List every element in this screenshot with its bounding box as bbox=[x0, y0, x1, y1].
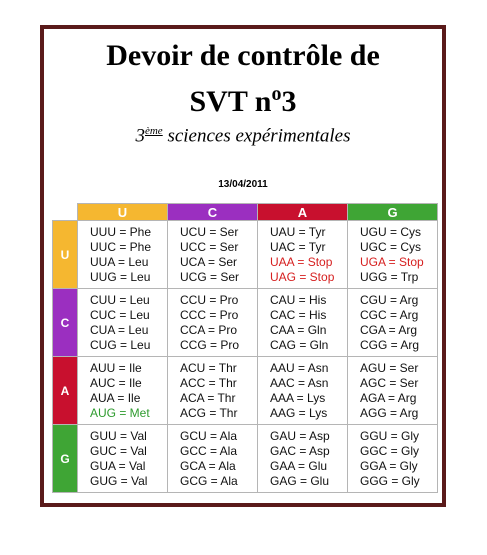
title-line-1: Devoir de contrôle de bbox=[106, 39, 380, 72]
column-header-a: A bbox=[258, 204, 348, 221]
codon-entry: AGC = Ser bbox=[360, 375, 419, 390]
codon-entry: CCA = Pro bbox=[180, 322, 238, 337]
codon-entry: GCC = Ala bbox=[180, 443, 238, 458]
codon-entry: CGU = Arg bbox=[360, 292, 419, 307]
codon-entry: ACU = Thr bbox=[180, 360, 237, 375]
codon-entry: GCG = Ala bbox=[180, 473, 238, 488]
table-row bbox=[53, 289, 438, 357]
title-line-2-text: SVT n bbox=[189, 85, 272, 118]
codon-entry: CGG = Arg bbox=[360, 337, 420, 352]
codon-entry: GAG = Glu bbox=[270, 473, 330, 488]
codon-entry: AAG = Lys bbox=[270, 405, 328, 420]
column-header-row bbox=[53, 204, 438, 221]
table-row bbox=[53, 425, 438, 493]
column-header-c: C bbox=[168, 204, 258, 221]
codon-entry: UUC = Phe bbox=[90, 239, 152, 254]
document-frame bbox=[40, 25, 446, 507]
row-header-a: A bbox=[53, 357, 78, 425]
codon-entry: UGU = Cys bbox=[360, 224, 422, 239]
codon-entry: AUC = Ile bbox=[90, 375, 142, 390]
codon-cell bbox=[78, 221, 168, 289]
codon-entry: AAC = Asn bbox=[270, 375, 329, 390]
codon-cell bbox=[78, 357, 168, 425]
codon-entry: CUU = Leu bbox=[90, 292, 150, 307]
codon-entry: GUC = Val bbox=[90, 443, 147, 458]
codon-entry: CGA = Arg bbox=[360, 322, 418, 337]
codon-cell bbox=[348, 289, 438, 357]
codon-entry: CUC = Leu bbox=[90, 307, 150, 322]
codon-entry: CGC = Arg bbox=[360, 307, 419, 322]
codon-entry: CUG = Leu bbox=[90, 337, 151, 352]
codon-entry: GAA = Glu bbox=[270, 458, 328, 473]
codon-entry: GGC = Gly bbox=[360, 443, 420, 458]
codon-entry: UGC = Cys bbox=[360, 239, 422, 254]
codon-cell bbox=[168, 357, 258, 425]
column-header-u: U bbox=[78, 204, 168, 221]
codon-entry: GGG = Gly bbox=[360, 473, 420, 488]
table-corner bbox=[53, 204, 78, 221]
codon-entry: AGG = Arg bbox=[360, 405, 419, 420]
column-header-g: G bbox=[348, 204, 438, 221]
codon-entry: GAC = Asp bbox=[270, 443, 330, 458]
codon-entry: CAA = Gln bbox=[270, 322, 327, 337]
codon-entry: CCG = Pro bbox=[180, 337, 240, 352]
codon-entry: AAU = Asn bbox=[270, 360, 329, 375]
codon-entry: ACC = Thr bbox=[180, 375, 237, 390]
codon-cell bbox=[258, 425, 348, 493]
subtitle-superscript: ème bbox=[144, 125, 163, 137]
codon-entry: UCA = Ser bbox=[180, 254, 238, 269]
codon-cell bbox=[168, 425, 258, 493]
codon-entry: UUA = Leu bbox=[90, 254, 149, 269]
codon-cell bbox=[78, 289, 168, 357]
codon-entry: ACG = Thr bbox=[180, 405, 238, 420]
row-header-u: U bbox=[53, 221, 78, 289]
codon-cell bbox=[258, 289, 348, 357]
codon-entry: GCU = Ala bbox=[180, 428, 238, 443]
stop-codon: UGA = Stop bbox=[360, 254, 424, 269]
codon-cell bbox=[258, 221, 348, 289]
codon-entry: UCG = Ser bbox=[180, 269, 240, 284]
row-header-c: C bbox=[53, 289, 78, 357]
codon-cell bbox=[258, 357, 348, 425]
title-number: 3 bbox=[281, 85, 297, 118]
codon-entry: UCU = Ser bbox=[180, 224, 239, 239]
codon-entry: UUU = Phe bbox=[90, 224, 152, 239]
codon-entry: ACA = Thr bbox=[180, 390, 236, 405]
document-subtitle bbox=[44, 125, 442, 147]
subtitle-prefix: 3 bbox=[135, 125, 145, 147]
codon-entry: GGA = Gly bbox=[360, 458, 418, 473]
codon-entry: UCC = Ser bbox=[180, 239, 239, 254]
genetic-code-table bbox=[52, 203, 438, 493]
subtitle-text: sciences expérimentales bbox=[162, 125, 351, 147]
codon-entry: AGA = Arg bbox=[360, 390, 417, 405]
codon-entry: AAA = Lys bbox=[270, 390, 326, 405]
codon-cell bbox=[348, 425, 438, 493]
document-date: 13/04/2011 bbox=[218, 179, 268, 190]
table-row bbox=[53, 357, 438, 425]
codon-entry: UAU = Tyr bbox=[270, 224, 326, 239]
row-header-g: G bbox=[53, 425, 78, 493]
codon-entry: AGU = Ser bbox=[360, 360, 419, 375]
codon-entry: UUG = Leu bbox=[90, 269, 151, 284]
codon-entry: CAC = His bbox=[270, 307, 327, 322]
codon-entry: AUA = Ile bbox=[90, 390, 141, 405]
codon-entry: GUA = Val bbox=[90, 458, 146, 473]
codon-entry: CUA = Leu bbox=[90, 322, 149, 337]
codon-entry: GUG = Val bbox=[90, 473, 148, 488]
title-line-2 bbox=[44, 75, 442, 121]
title-number-superscript: o bbox=[271, 83, 282, 105]
codon-entry: CAG = Gln bbox=[270, 337, 329, 352]
document-title bbox=[44, 37, 442, 121]
stop-codon: UAA = Stop bbox=[270, 254, 333, 269]
codon-entry: AUU = Ile bbox=[90, 360, 142, 375]
codon-entry: GGU = Gly bbox=[360, 428, 420, 443]
table-row bbox=[53, 221, 438, 289]
codon-entry: CAU = His bbox=[270, 292, 327, 307]
codon-cell bbox=[348, 357, 438, 425]
codon-cell bbox=[348, 221, 438, 289]
codon-entry: GUU = Val bbox=[90, 428, 147, 443]
codon-cell bbox=[168, 289, 258, 357]
codon-entry: CCC = Pro bbox=[180, 307, 239, 322]
codon-entry: UAC = Tyr bbox=[270, 239, 326, 254]
codon-entry: GCA = Ala bbox=[180, 458, 236, 473]
codon-cell bbox=[78, 425, 168, 493]
stop-codon: UAG = Stop bbox=[270, 269, 335, 284]
codon-entry: GAU = Asp bbox=[270, 428, 330, 443]
codon-entry: CCU = Pro bbox=[180, 292, 239, 307]
start-codon: AUG = Met bbox=[90, 405, 150, 420]
codon-entry: UGG = Trp bbox=[360, 269, 419, 284]
codon-cell bbox=[168, 221, 258, 289]
